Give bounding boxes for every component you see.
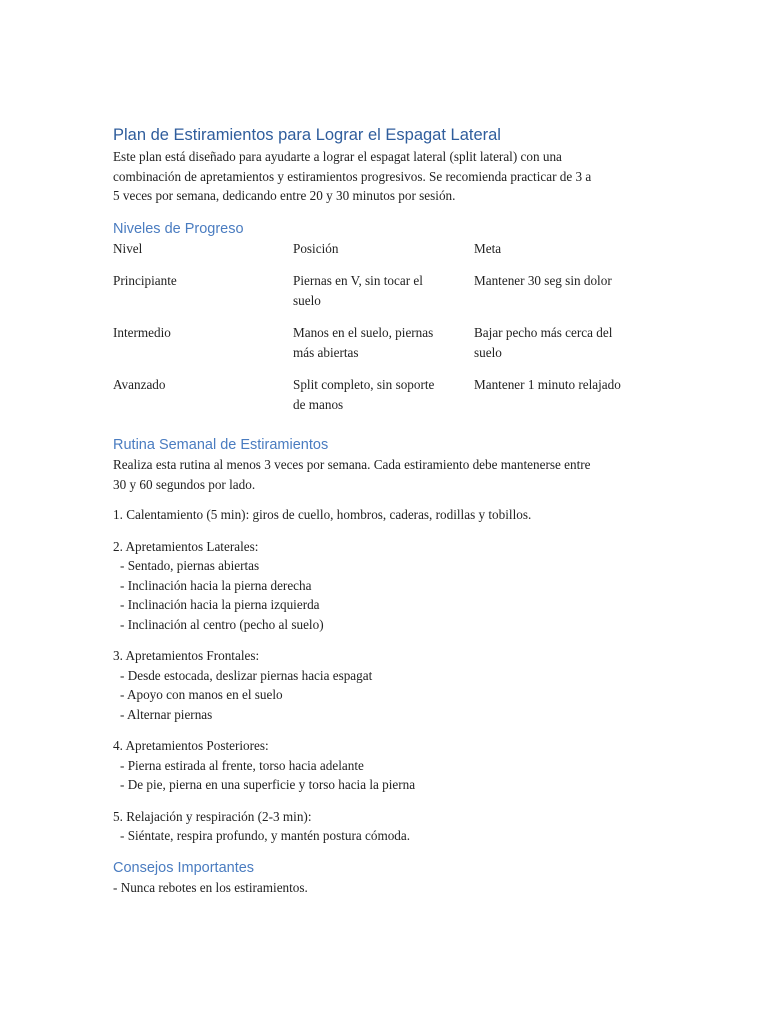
step-item: - Pierna estirada al frente, torso hacia adelante — [120, 757, 364, 773]
routine-intro-line: 30 y 60 segundos por lado. — [113, 476, 256, 492]
table-row — [113, 375, 658, 414]
table-row — [113, 271, 658, 310]
table-header-posicion: Posición — [293, 240, 339, 256]
step-item: - Alternar piernas — [120, 706, 213, 722]
cell-line: Mantener 30 seg sin dolor — [474, 273, 612, 288]
step-item: - De pie, pierna en una superficie y torso hacia la pierna — [120, 777, 416, 792]
table-cell-posicion — [293, 323, 474, 362]
table-cell-meta — [474, 271, 658, 310]
intro-line: Este plan está diseñado para ayudarte a lograr el espagat lateral (split lateral) con una — [113, 149, 562, 164]
cell-line: suelo — [293, 292, 321, 308]
levels-heading: Niveles de Progreso — [113, 220, 244, 237]
step-title: 1. Calentamiento (5 min): giros de cuello, hombros, caderas, rodillas y tobillos. — [113, 507, 532, 522]
step-item: - Inclinación hacia la pierna izquierda — [120, 597, 320, 612]
intro-line: 5 veces por semana, dedicando entre 20 y 30 minutos por sesión. — [113, 188, 456, 203]
routine-step — [113, 736, 658, 795]
table-row — [113, 323, 658, 362]
table-cell-nivel: Avanzado — [113, 377, 166, 392]
cell-line: Piernas en V, sin tocar el — [293, 273, 423, 288]
tips-list — [113, 878, 658, 898]
step-item: - Siéntate, respira profundo, y mantén postura cómoda. — [120, 828, 411, 843]
levels-table — [113, 239, 658, 415]
tips-heading: Consejos Importantes — [113, 859, 255, 876]
cell-line: Split completo, sin soporte — [293, 377, 435, 392]
step-title: 2. Apretamientos Laterales: — [113, 538, 259, 554]
cell-line: Mantener 1 minuto relajado — [474, 377, 621, 392]
routine-intro-line: Realiza esta rutina al menos 3 veces por semana. Cada estiramiento debe mantenerse entre — [113, 457, 591, 472]
table-cell-nivel: Intermedio — [113, 325, 171, 340]
table-cell-posicion — [293, 271, 474, 310]
cell-line: Manos en el suelo, piernas — [293, 325, 434, 340]
step-item: - Apoyo con manos en el suelo — [120, 687, 283, 702]
routine-step — [113, 807, 658, 846]
step-item: - Inclinación hacia la pierna derecha — [120, 577, 312, 593]
routine-step — [113, 537, 658, 635]
routine-step — [113, 505, 658, 525]
cell-line: más abiertas — [293, 344, 359, 360]
step-item: - Desde estocada, deslizar piernas hacia espagat — [120, 667, 373, 683]
step-title: 4. Apretamientos Posteriores: — [113, 738, 269, 753]
document-page — [113, 124, 658, 897]
intro-paragraph — [113, 147, 658, 206]
routine-intro-paragraph — [113, 455, 658, 494]
cell-line: Bajar pecho más cerca del — [474, 325, 613, 340]
table-cell-meta — [474, 323, 658, 362]
step-title: 5. Relajación y respiración (2-3 min): — [113, 808, 312, 824]
table-header-nivel: Nivel — [113, 240, 143, 256]
table-header-meta: Meta — [474, 240, 502, 256]
step-item: - Sentado, piernas abiertas — [120, 558, 260, 573]
table-cell-posicion — [293, 375, 474, 414]
table-cell-nivel: Principiante — [113, 273, 177, 288]
cell-line: de manos — [293, 396, 344, 412]
routine-heading: Rutina Semanal de Estiramientos — [113, 437, 329, 453]
tip-item: - Nunca rebotes en los estiramientos. — [113, 879, 308, 895]
document-title: Plan de Estiramientos para Lograr el Espagat Lateral — [113, 126, 501, 144]
step-item: - Inclinación al centro (pecho al suelo) — [120, 616, 324, 632]
intro-line: combinación de apretamientos y estiramientos progresivos. Se recomienda practicar de 3 a — [113, 168, 592, 184]
table-header-row — [113, 239, 658, 259]
routine-step — [113, 646, 658, 724]
cell-line: suelo — [474, 344, 502, 360]
step-title: 3. Apretamientos Frontales: — [113, 648, 260, 663]
table-cell-meta — [474, 375, 658, 414]
